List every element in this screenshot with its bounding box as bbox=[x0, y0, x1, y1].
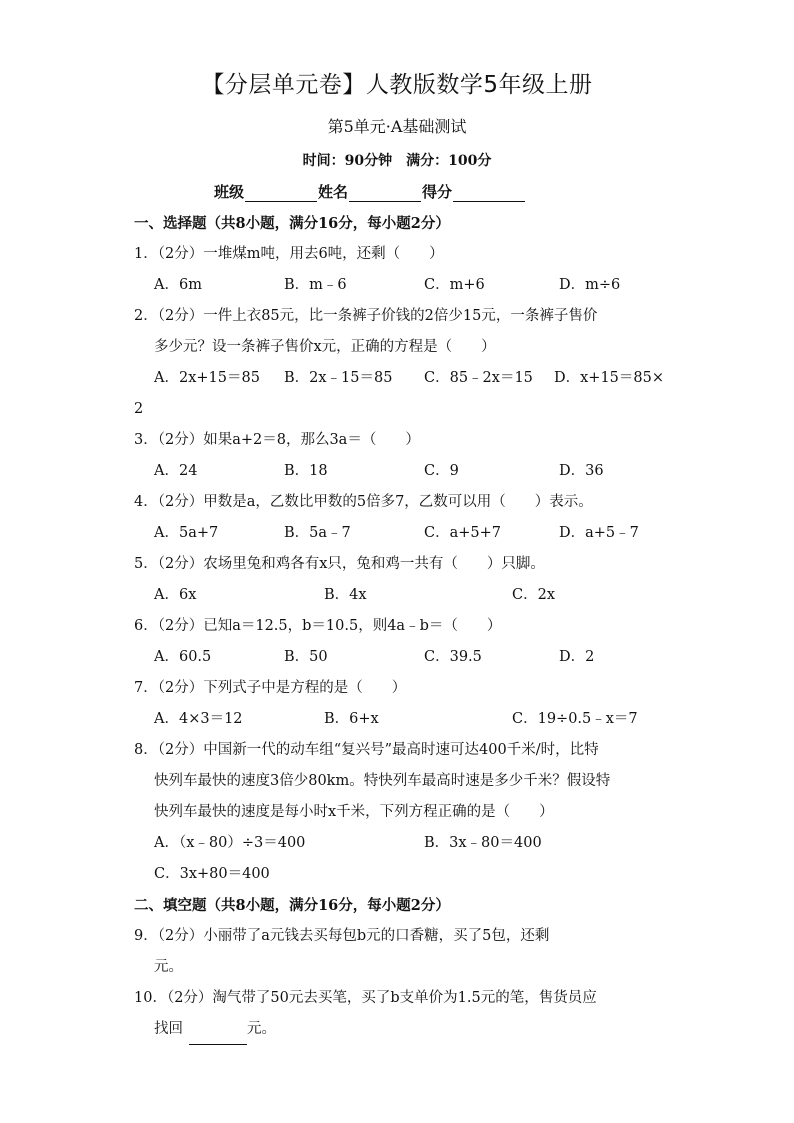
question-3 bbox=[134, 425, 664, 487]
options-row bbox=[134, 270, 664, 301]
option-d[interactable]: D．m÷6 bbox=[559, 277, 621, 293]
option-a[interactable]: A．24 bbox=[154, 463, 198, 479]
page-subtitle: 第5单元·A基础测试 bbox=[327, 117, 467, 136]
student-info bbox=[214, 181, 526, 202]
question-8 bbox=[134, 735, 664, 890]
name-label: 姓名 bbox=[318, 183, 349, 201]
question-1 bbox=[134, 239, 664, 301]
question-7 bbox=[134, 673, 664, 735]
section-heading-fill: 二、填空题（共8小题，满分16分，每小题2分） bbox=[134, 897, 450, 914]
option-c[interactable]: C．85﹣2x＝15 bbox=[424, 370, 533, 386]
option-a[interactable]: A．6m bbox=[154, 277, 202, 293]
option-c[interactable]: C．39.5 bbox=[424, 649, 482, 665]
option-b[interactable]: B．18 bbox=[284, 463, 328, 479]
option-d[interactable]: D．2 bbox=[559, 649, 595, 665]
exam-meta bbox=[0, 150, 794, 170]
question-9 bbox=[134, 921, 664, 983]
class-field[interactable] bbox=[245, 185, 317, 202]
option-c[interactable]: C．a+5+7 bbox=[424, 525, 501, 541]
question-2 bbox=[134, 301, 664, 425]
question-stem-cont: 元。 bbox=[154, 959, 183, 975]
options-row bbox=[134, 580, 664, 611]
option-d[interactable]: D．36 bbox=[559, 463, 604, 479]
question-stem: 9．（2分）小丽带了a元钱去买每包b元的口香糖，买了5包，还剩 bbox=[134, 928, 550, 944]
question-stem-cont bbox=[134, 1014, 664, 1045]
option-c[interactable]: C．19÷0.5﹣x＝7 bbox=[512, 711, 638, 727]
option-b[interactable]: B．m﹣6 bbox=[284, 277, 347, 293]
option-b[interactable]: B．50 bbox=[284, 649, 328, 665]
question-stem: 8．（2分）中国新一代的动车组“复兴号”最高时速可达400千米/时，比特 bbox=[134, 742, 599, 758]
page-title: 【分层单元卷】人教版数学5年级上册 bbox=[201, 72, 593, 98]
question-stem: 6．（2分）已知a＝12.5，b＝10.5，则4a﹣b＝（ ） bbox=[134, 618, 502, 634]
option-a[interactable]: A．4×3＝12 bbox=[154, 711, 243, 727]
answer-suffix: 元。 bbox=[247, 1021, 276, 1037]
option-a[interactable]: A．2x+15＝85 bbox=[154, 370, 260, 386]
question-4 bbox=[134, 487, 664, 549]
option-c[interactable]: C．m+6 bbox=[424, 277, 485, 293]
option-c[interactable]: C．9 bbox=[424, 463, 459, 479]
question-stem: 5．（2分）农场里兔和鸡各有x只，兔和鸡一共有（ ）只脚。 bbox=[134, 556, 545, 572]
option-c[interactable]: C．2x bbox=[512, 587, 555, 603]
options-row bbox=[134, 704, 664, 735]
answer-prefix: 找回 bbox=[154, 1021, 183, 1037]
option-d[interactable]: D．x+15＝85× bbox=[554, 370, 665, 386]
option-b[interactable]: B．6+x bbox=[324, 711, 379, 727]
question-stem: 3．（2分）如果a+2＝8，那么3a＝（ ） bbox=[134, 432, 420, 448]
answer-blank[interactable] bbox=[189, 1027, 247, 1045]
name-field[interactable] bbox=[349, 185, 421, 202]
options-row bbox=[134, 363, 664, 394]
question-stem: 1．（2分）一堆煤m吨，用去6吨，还剩（ ） bbox=[134, 246, 444, 262]
time-limit: 时间：90分钟 bbox=[302, 153, 393, 169]
options-row bbox=[134, 828, 664, 859]
total-score: 满分：100分 bbox=[406, 153, 492, 169]
question-stem: 4．（2分）甲数是a，乙数比甲数的5倍多7，乙数可以用（ ）表示。 bbox=[134, 494, 593, 510]
exam-content bbox=[134, 208, 664, 1045]
section-heading-choice: 一、选择题（共8小题，满分16分，每小题2分） bbox=[134, 215, 450, 232]
option-a[interactable]: A．5a+7 bbox=[154, 525, 219, 541]
question-stem: 10．（2分）淘气带了50元去买笔，买了b支单价为1.5元的笔，售货员应 bbox=[134, 990, 597, 1006]
question-6 bbox=[134, 611, 664, 673]
option-b[interactable]: B．2x﹣15＝85 bbox=[284, 370, 393, 386]
question-5 bbox=[134, 549, 664, 611]
option-a[interactable]: A．6x bbox=[154, 587, 197, 603]
option-a[interactable]: A．（x﹣80）÷3＝400 bbox=[154, 835, 306, 851]
score-label: 得分 bbox=[422, 183, 453, 201]
options-row bbox=[134, 859, 664, 890]
option-c[interactable]: C．3x+80＝400 bbox=[154, 866, 270, 882]
question-stem-cont: 快列车最快的速度是每小时x千米，下列方程正确的是（ ） bbox=[154, 804, 554, 820]
options-row bbox=[134, 642, 664, 673]
option-b[interactable]: B．4x bbox=[324, 587, 367, 603]
question-stem-cont: 快列车最快的速度3倍少80km。特快列车最高时速是多少千米？假设特 bbox=[154, 773, 611, 789]
options-row bbox=[134, 456, 664, 487]
option-d-wrap: 2 bbox=[134, 401, 144, 417]
question-stem: 2．（2分）一件上衣85元，比一条裤子价钱的2倍少15元，一条裤子售价 bbox=[134, 308, 598, 324]
question-stem: 7．（2分）下列式子中是方程的是（ ） bbox=[134, 680, 407, 696]
option-b[interactable]: B．5a﹣7 bbox=[284, 525, 351, 541]
question-10 bbox=[134, 983, 664, 1045]
class-label: 班级 bbox=[214, 183, 245, 201]
options-row bbox=[134, 518, 664, 549]
option-a[interactable]: A．60.5 bbox=[154, 649, 212, 665]
question-stem-cont: 多少元？设一条裤子售价x元，正确的方程是（ ） bbox=[154, 339, 496, 355]
option-d[interactable]: D．a+5﹣7 bbox=[559, 525, 639, 541]
option-b[interactable]: B．3x﹣80＝400 bbox=[424, 835, 542, 851]
score-field[interactable] bbox=[453, 185, 525, 202]
